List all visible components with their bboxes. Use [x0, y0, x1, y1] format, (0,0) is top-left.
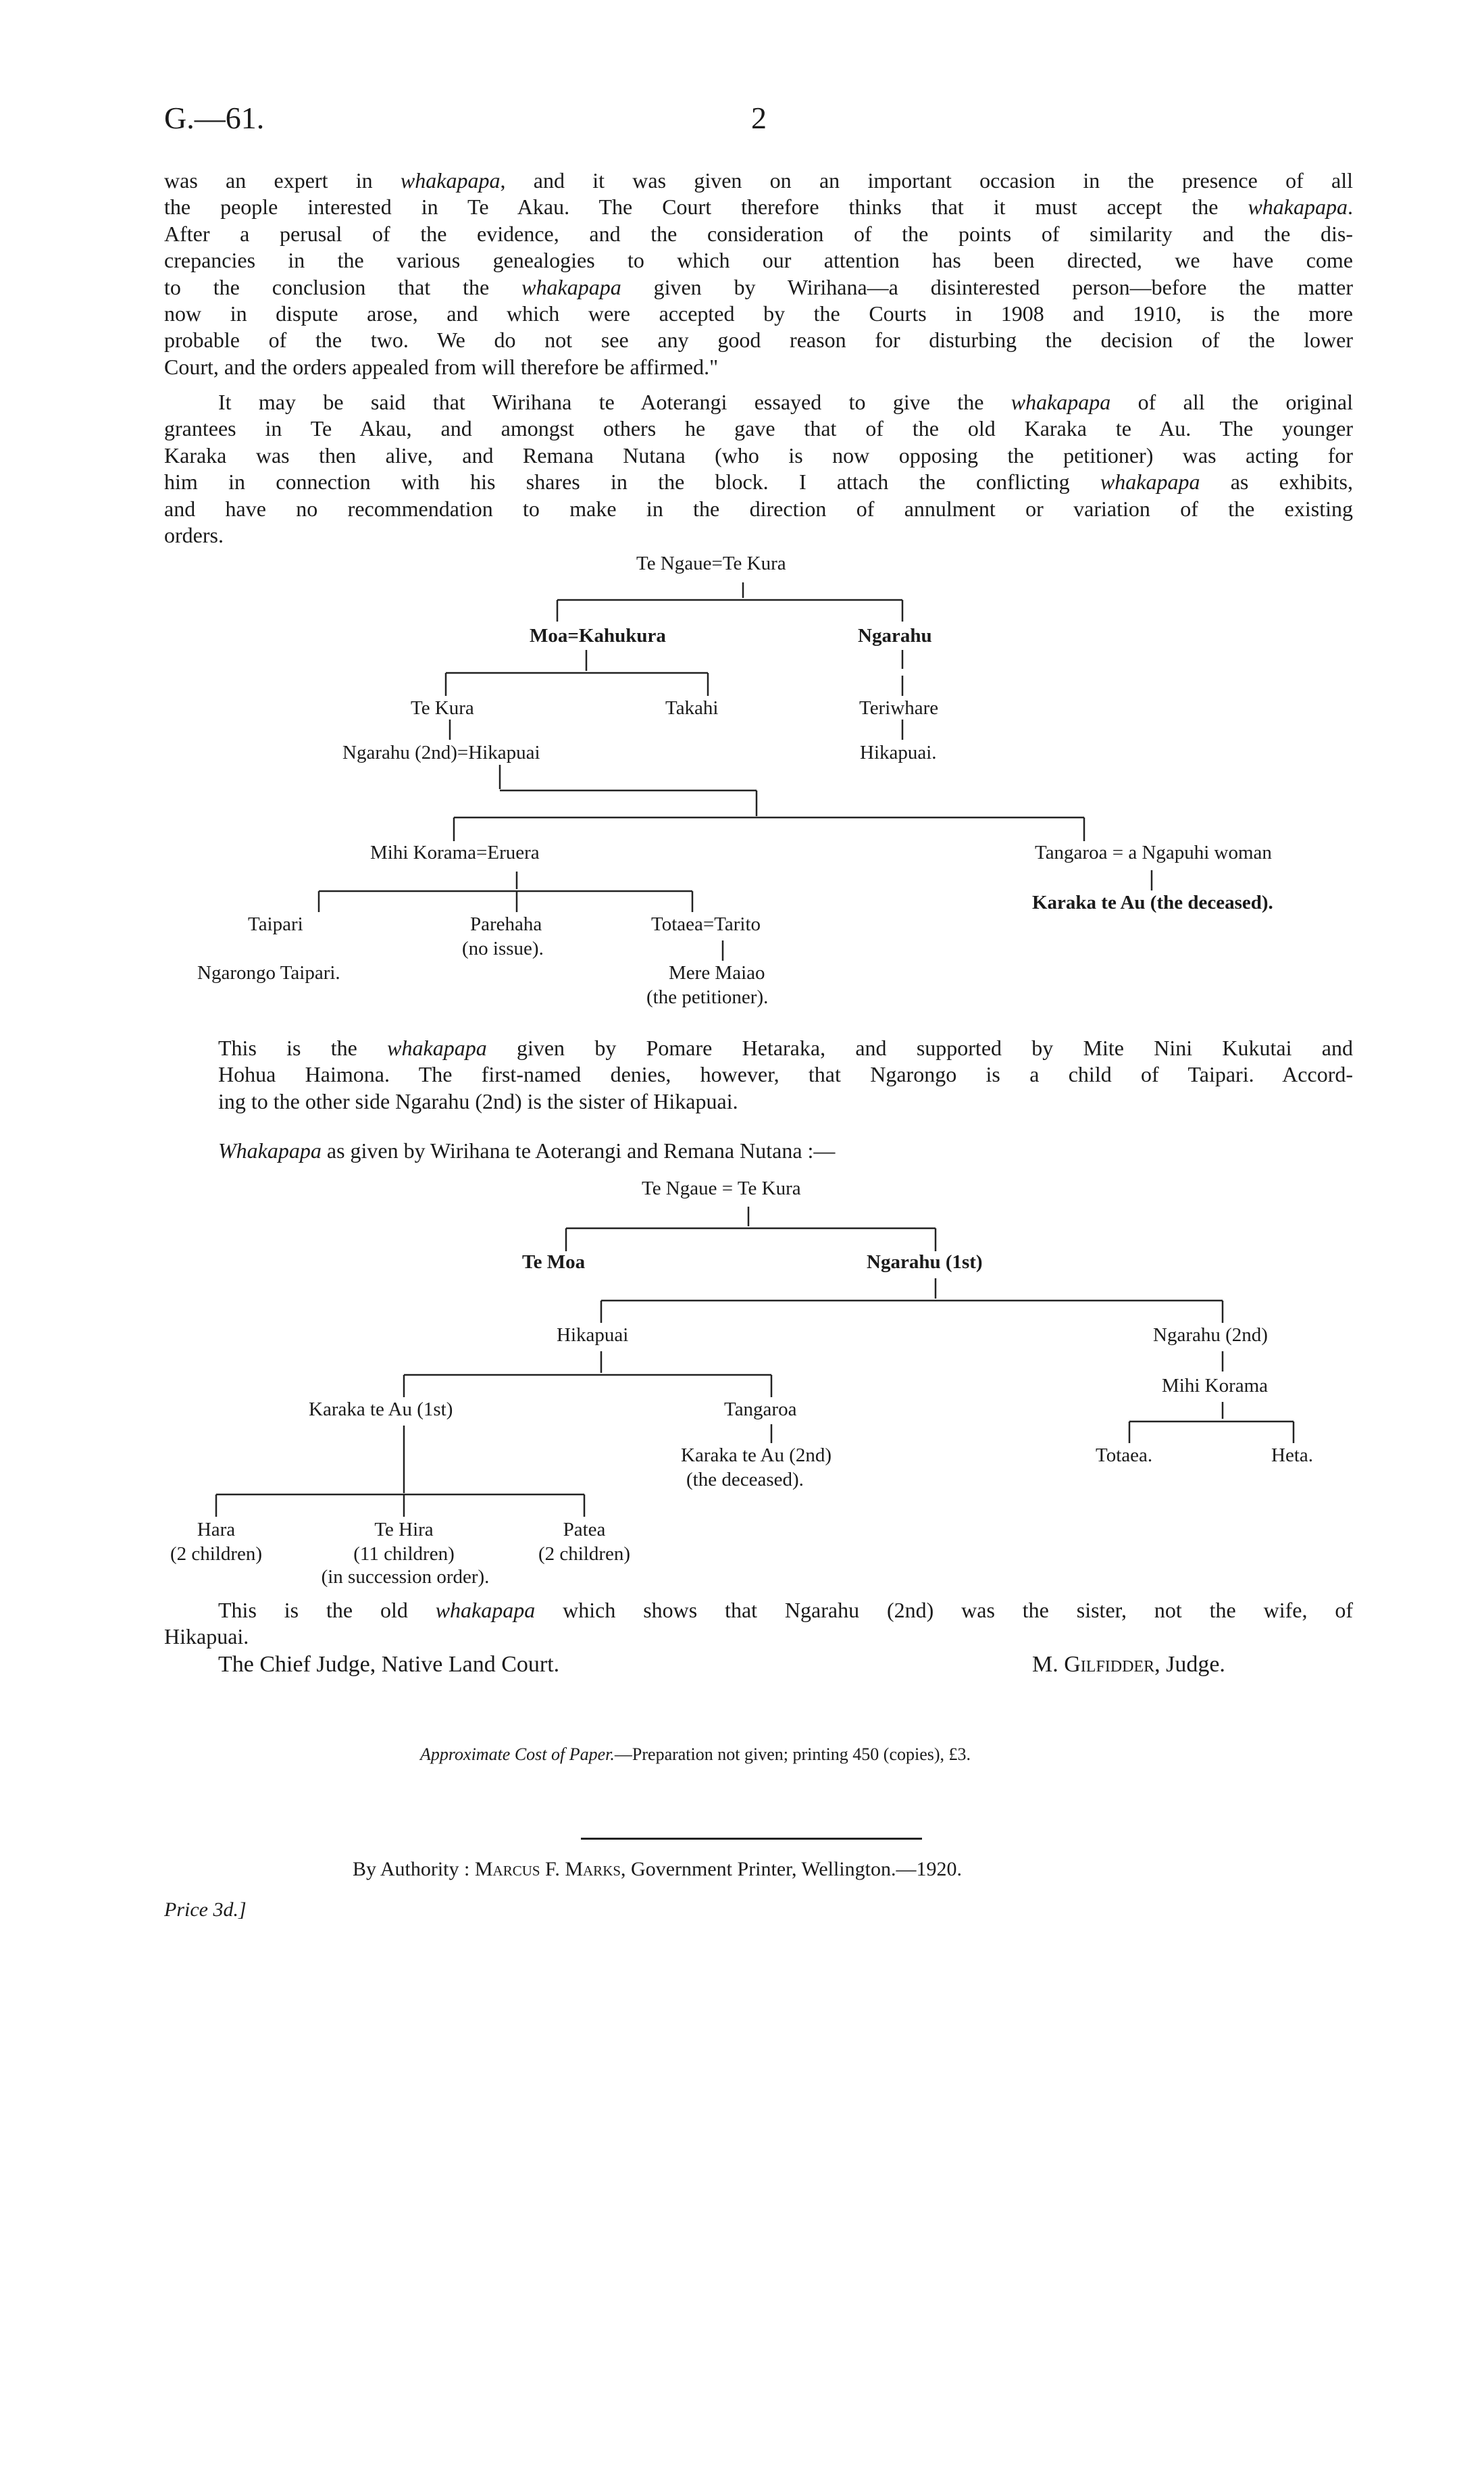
- para1-line: [164, 247, 1353, 274]
- tree1-ngarahu-hikapuai: Ngarahu (2nd)=Hikapuai: [342, 742, 540, 763]
- text-run: was an expert in: [164, 168, 401, 193]
- paragraph-wirihana-whakapapa: [164, 1138, 1353, 1164]
- para3-line: [164, 1035, 1353, 1061]
- tree2-te-hira: Te Hira: [374, 1519, 434, 1540]
- para2-line: [164, 416, 1353, 442]
- tree1-mere-maiao: Mere Maiao: [669, 962, 765, 984]
- tree2-karaka-1st: Karaka te Au (1st): [309, 1399, 453, 1420]
- document-reference: G.—61.: [164, 101, 265, 135]
- tree1-teriwhare: Teriwhare: [859, 697, 939, 719]
- paragraph-old-whakapapa: [164, 1597, 1353, 1651]
- para2-line: [164, 522, 1353, 549]
- tree1-parehaha-note: (no issue).: [462, 938, 544, 959]
- authority-prefix: By Authority :: [353, 1858, 470, 1880]
- tree2-mihi-korama: Mihi Korama: [1162, 1375, 1269, 1396]
- text-run: This is the old: [218, 1598, 436, 1622]
- judge-signature: [1032, 1652, 1225, 1678]
- judge-title: , Judge.: [1154, 1652, 1225, 1677]
- text-run: .: [1348, 195, 1353, 220]
- para1-line: [164, 194, 1353, 220]
- cost-text: —Preparation not given; printing 450 (copies), £3.: [614, 1744, 971, 1764]
- tree2-heta: Heta.: [1271, 1444, 1313, 1466]
- judge-name: M. Gilfidder: [1032, 1652, 1155, 1677]
- tree1-petitioner: (the petitioner).: [646, 986, 769, 1008]
- tree2-karaka-2nd: Karaka te Au (2nd): [681, 1444, 832, 1466]
- para1-line: [164, 274, 1353, 301]
- tree1-taipari: Taipari: [248, 913, 303, 935]
- addressee: The Chief Judge, Native Land Court.: [218, 1652, 560, 1677]
- text-run: Hohua Haimona. The first-named denies, however, that Ngarongo is a child of Taipari. Accord-: [218, 1062, 1353, 1087]
- cost-label: Approximate Cost of Paper.: [420, 1744, 615, 1764]
- text-run: as given by Wirihana te Aoterangi and Remana Nutana :—: [321, 1138, 836, 1163]
- tree1-ngarongo-taipari: Ngarongo Taipari.: [197, 962, 340, 984]
- para2-line: [164, 389, 1353, 416]
- para5-line: [164, 1597, 1353, 1624]
- printer-rest: , Government Printer, Wellington.—1920.: [621, 1858, 962, 1880]
- para1-line: [164, 327, 1353, 353]
- para2-line: [164, 496, 1353, 522]
- paragraph-court-quote: [164, 168, 1353, 380]
- para3-line: [164, 1088, 1353, 1115]
- tree1-ngarahu: Ngarahu: [858, 625, 932, 647]
- text-run: as exhibits,: [1200, 470, 1354, 495]
- tree2-tangaroa: Tangaroa: [724, 1399, 797, 1420]
- tree1-tangaroa: Tangaroa = a Ngapuhi woman: [1035, 842, 1272, 863]
- text-run: now in dispute arose, and which were accepted by the Courts in 1908 and 1910, is the more: [164, 301, 1353, 326]
- paragraph-pomare: [164, 1035, 1353, 1115]
- tree2-succession: (in succession order).: [321, 1566, 490, 1588]
- para2-line: [164, 443, 1353, 469]
- text-run: Court, and the orders appealed from will therefore be affirmed.": [164, 354, 719, 379]
- italic-term: whakapapa: [521, 274, 621, 299]
- tree2-totaea: Totaea.: [1096, 1444, 1153, 1466]
- text-run: to the conclusion that the: [164, 274, 522, 299]
- page-number: 2: [751, 101, 767, 135]
- italic-term: whakapapa: [1248, 195, 1348, 220]
- tree1-totaea-tarito: Totaea=Tarito: [651, 913, 761, 935]
- italic-term: whakapapa: [435, 1598, 536, 1622]
- tree2-hara-children: (2 children): [170, 1543, 263, 1565]
- text-run: It may be said that Wirihana te Aoterangi essayed to give the: [218, 390, 1011, 414]
- tree1-te-kura: Te Kura: [411, 697, 474, 719]
- text-run: given by Pomare Hetaraka, and supported by Mite Nini Kukutai and: [486, 1036, 1354, 1060]
- tree2-te-moa: Te Moa: [522, 1251, 586, 1273]
- tree1-parehaha: Parehaha: [470, 913, 542, 935]
- para1-line: [164, 221, 1353, 247]
- italic-term: whakapapa: [1100, 470, 1200, 495]
- text-run: and have no recommendation to make in the direction of annulment or variation of the existing: [164, 496, 1353, 521]
- tree2-hikapuai: Hikapuai: [557, 1324, 629, 1346]
- tree2-te-hira-children: (11 children): [353, 1543, 455, 1565]
- para1-line: [164, 301, 1353, 327]
- tree1-karaka-te-au: Karaka te Au (the deceased).: [1032, 892, 1273, 913]
- para1-line: [164, 168, 1353, 194]
- tree2-hara: Hara: [197, 1519, 236, 1540]
- text-run: After a perusal of the evidence, and the consideration of the points of similarity and the dis-: [164, 221, 1353, 246]
- text-run: probable of the two. We do not see any good reason for disturbing the decision of the lower: [164, 328, 1353, 353]
- text-run: orders.: [164, 522, 224, 547]
- text-run: , and it was given on an important occasion in the presence of all: [500, 168, 1354, 193]
- tree2-ngarahu-1st: Ngarahu (1st): [867, 1251, 983, 1273]
- tree1-mihi-korama-eruera: Mihi Korama=Eruera: [370, 842, 540, 863]
- footer-divider: [581, 1838, 922, 1840]
- para4-line: [164, 1138, 1353, 1164]
- text-run: grantees in Te Akau, and amongst others he gave that of the old Karaka te Au. The younger: [164, 416, 1353, 441]
- tree2-ngarahu-2nd: Ngarahu (2nd): [1153, 1324, 1268, 1346]
- text-run: ing to the other side Ngarahu (2nd) is the sister of Hikapuai.: [218, 1088, 738, 1113]
- para3-line: [164, 1061, 1353, 1088]
- italic-term: Whakapapa: [218, 1138, 322, 1163]
- tree1-te-ngaue-te-kura: Te Ngaue=Te Kura: [636, 553, 786, 574]
- tree2-the-deceased: (the deceased).: [686, 1469, 804, 1490]
- tree1-hikapuai: Hikapuai.: [860, 742, 937, 763]
- text-run: This is the: [218, 1036, 388, 1060]
- tree2-patea: Patea: [563, 1519, 606, 1540]
- italic-term: whakapapa: [387, 1036, 487, 1060]
- tree2-patea-children: (2 children): [538, 1543, 631, 1565]
- text-run: of all the original: [1110, 390, 1353, 414]
- tree1-moa-kahukura: Moa=Kahukura: [530, 625, 666, 647]
- text-run: Karaka was then alive, and Remana Nutana (who is now opposing the petitioner) was acting for: [164, 443, 1353, 468]
- italic-term: whakapapa: [400, 168, 501, 193]
- printer-line: [353, 1858, 962, 1881]
- text-run: the people interested in Te Akau. The Court therefore thinks that it must accept the: [164, 195, 1248, 220]
- tree2-te-ngaue-te-kura: Te Ngaue = Te Kura: [642, 1178, 801, 1199]
- text-run: crepancies in the various genealogies to which our attention has been directed, we have come: [164, 248, 1353, 273]
- text-run: which shows that Ngarahu (2nd) was the sister, not the wife, of: [535, 1598, 1354, 1622]
- para2-line: [164, 469, 1353, 495]
- para5-line: [164, 1624, 1353, 1650]
- text-run: him in connection with his shares in the block. I attach the conflicting: [164, 470, 1100, 495]
- tree1-takahi: Takahi: [665, 697, 719, 719]
- italic-term: whakapapa: [1010, 390, 1111, 414]
- cost-note: [420, 1744, 971, 1765]
- printer-name: Marcus F. Marks: [474, 1858, 621, 1880]
- text-run: Hikapuai.: [164, 1624, 249, 1649]
- text-run: given by Wirihana—a disinterested person—before the matter: [621, 274, 1354, 299]
- price: Price 3d.]: [164, 1898, 247, 1921]
- paragraph-wirihana: [164, 389, 1353, 549]
- para1-line: [164, 354, 1353, 380]
